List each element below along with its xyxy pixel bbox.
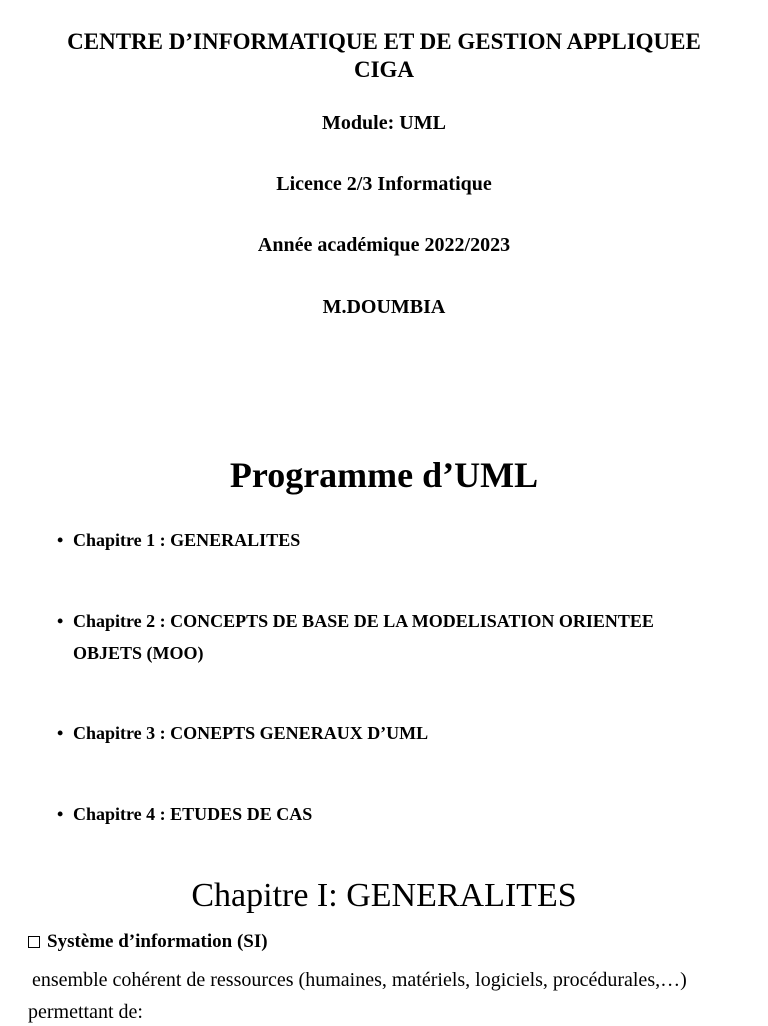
chapter-list-item bbox=[57, 605, 717, 669]
bullet-icon: • bbox=[57, 804, 64, 824]
chapter-list-item bbox=[57, 524, 717, 556]
institution-name: CENTRE D’INFORMATIQUE ET DE GESTION APPLIQUEE bbox=[67, 29, 701, 54]
bullet-icon: • bbox=[57, 723, 64, 743]
chapter-label: Chapitre 1 : GENERALITES bbox=[73, 530, 301, 550]
checkbox-icon bbox=[28, 936, 40, 948]
programme-title: Programme d’UML bbox=[229, 455, 539, 495]
institution-acronym: CIGA bbox=[353, 57, 415, 82]
chapter-label: Chapitre 4 : ETUDES DE CAS bbox=[73, 804, 313, 824]
teacher-name: M.DOUMBIA bbox=[322, 296, 446, 318]
chapter-list-item bbox=[57, 798, 717, 830]
bullet-icon: • bbox=[57, 530, 64, 550]
bullet-icon: • bbox=[57, 611, 64, 631]
module-title: Module: UML bbox=[322, 112, 446, 134]
body-text-line: permettant de: bbox=[28, 1001, 143, 1023]
chapter-label: Chapitre 2 : CONCEPTS DE BASE DE LA MODELISATION ORIENTEE OBJETS (MOO) bbox=[73, 611, 654, 663]
licence-level: Licence 2/3 Informatique bbox=[276, 173, 492, 195]
chapter-heading: Chapitre I: GENERALITES bbox=[191, 877, 577, 914]
academic-year: Année académique 2022/2023 bbox=[257, 234, 511, 256]
chapter-list-item bbox=[57, 717, 717, 749]
section-title: Système d’information (SI) bbox=[47, 931, 268, 952]
body-text-line: ensemble cohérent de ressources (humaines, matériels, logiciels, procédurales,…) bbox=[32, 969, 687, 991]
chapter-label: Chapitre 3 : CONEPTS GENERAUX D’UML bbox=[73, 723, 429, 743]
section-heading bbox=[28, 929, 268, 955]
